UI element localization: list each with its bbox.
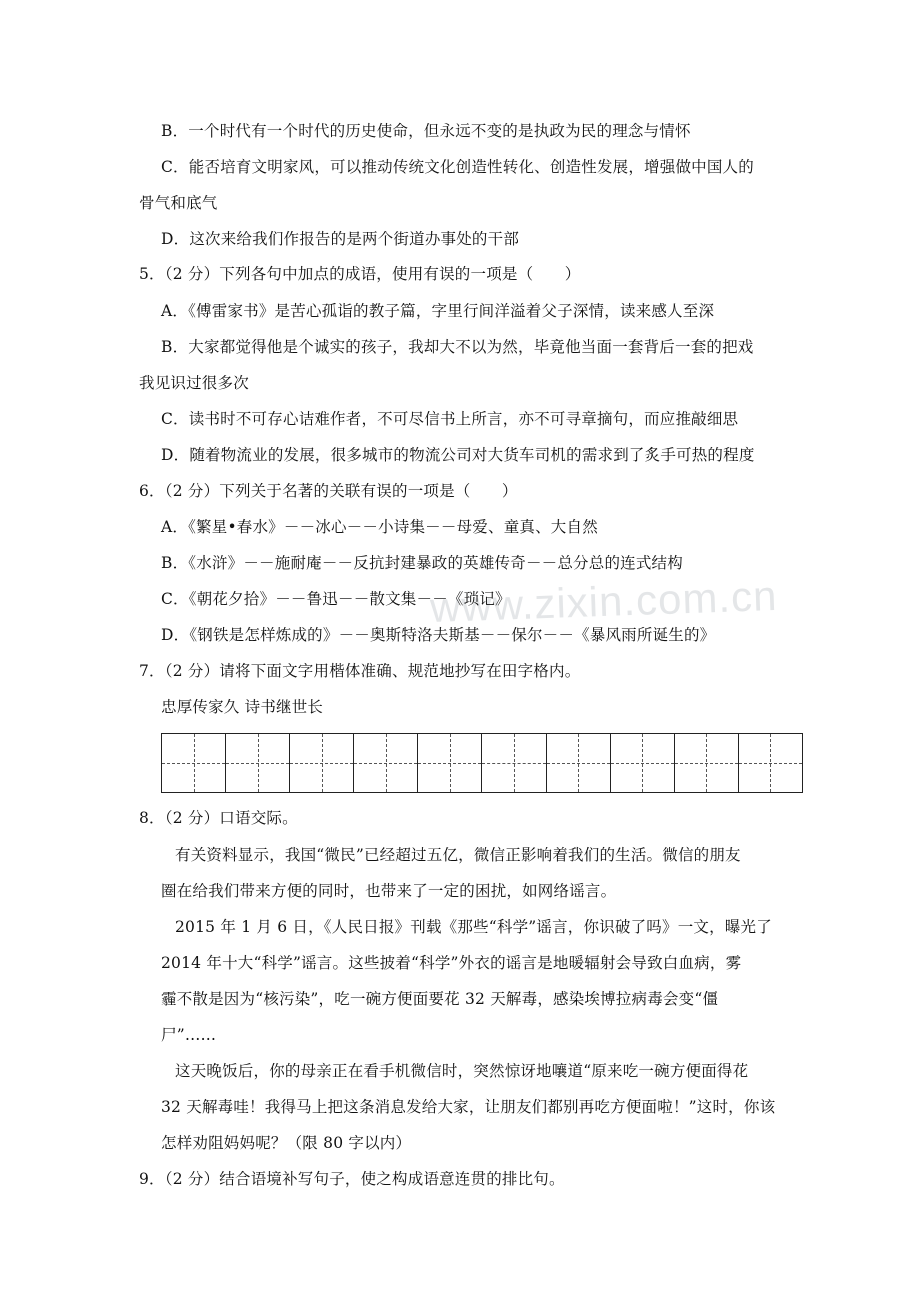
tian-zi-cell[interactable] <box>739 734 802 792</box>
q5-option-d: D．随着物流业的发展，很多城市的物流公司对大货车司机的需求到了炙手可热的程度 <box>161 446 755 464</box>
tian-zi-cell[interactable] <box>226 734 290 792</box>
q8-para2-line4: 尸”…… <box>161 1026 217 1044</box>
q8-stem: 8．（2 分）口语交际。 <box>139 809 298 827</box>
q5-option-b-line1: B．大家都觉得他是个诚实的孩子，我却大不以为然，毕竟他当面一套背后一套的把戏 <box>161 338 754 356</box>
q8-para3-line2: 32 天解毒哇！我得马上把这条消息发给大家，让朋友们都别再吃方便面啦！”这时，你该 <box>161 1098 776 1116</box>
q8-para2-line2: 2014 年十大“科学”谣言。这些披着“科学”外衣的谣言是地暖辐射会导致白血病，雾 <box>161 954 742 972</box>
q4-option-c-line2: 骨气和底气 <box>139 194 218 212</box>
q8-para2-line3: 霾不散是因为“核污染”，吃一碗方便面要花 32 天解毒，感染埃博拉病毒会变“僵 <box>161 990 719 1008</box>
q6-option-b: B．《水浒》－－施耐庵－－反抗封建暴政的英雄传奇－－总分总的连式结构 <box>161 554 683 572</box>
tian-zi-cell[interactable] <box>162 734 226 792</box>
tian-zi-cell[interactable] <box>354 734 418 792</box>
q6-option-c: C．《朝花夕拾》－－鲁迅－－散文集－－《琐记》 <box>161 590 511 608</box>
q4-option-d: D．这次来给我们作报告的是两个街道办事处的干部 <box>161 230 520 248</box>
q8-para1-line1: 有关资料显示，我国“微民”已经超过五亿，微信正影响着我们的生活。微信的朋友 <box>175 846 741 864</box>
q7-copy-text: 忠厚传家久 诗书继世长 <box>161 698 324 716</box>
q9-stem: 9．（2 分）结合语境补写句子，使之构成语意连贯的排比句。 <box>139 1170 565 1188</box>
q6-option-a: A．《繁星•春水》－－冰心－－小诗集－－母爱、童真、大自然 <box>161 518 598 536</box>
q5-option-c: C．读书时不可存心诘难作者，不可尽信书上所言，亦不可寻章摘句，而应推敲细思 <box>161 410 739 428</box>
cell-guide-horizontal <box>547 763 610 764</box>
q5-option-b-line2: 我见识过很多次 <box>139 374 249 392</box>
cell-guide-horizontal <box>482 763 545 764</box>
q4-option-b: B．一个时代有一个时代的历史使命，但永远不变的是执政为民的理念与情怀 <box>161 122 691 140</box>
q8-para3-line3: 怎样劝阻妈妈呢？（限 80 字以内） <box>161 1134 412 1152</box>
cell-guide-horizontal <box>162 763 225 764</box>
q8-para1-line2: 圈在给我们带来方便的同时，也带来了一定的困扰，如网络谣言。 <box>161 882 617 900</box>
cell-guide-horizontal <box>226 763 289 764</box>
tian-zi-cell[interactable] <box>418 734 482 792</box>
q5-option-a: A．《傅雷家书》是苦心孤诣的教子篇，字里行间洋溢着父子深情，读来感人至深 <box>161 302 715 320</box>
cell-guide-horizontal <box>739 763 802 764</box>
cell-guide-horizontal <box>418 763 481 764</box>
tian-zi-cell[interactable] <box>290 734 354 792</box>
cell-guide-horizontal <box>611 763 674 764</box>
q5-stem: 5．（2 分）下列各句中加点的成语，使用有误的一项是（ ） <box>139 265 581 283</box>
tian-zi-cell[interactable] <box>482 734 546 792</box>
cell-guide-horizontal <box>675 763 738 764</box>
q8-para2-line1: 2015 年 1 月 6 日，《人民日报》刊载《那些“科学”谣言，你识破了吗》一文，曝光了 <box>175 918 772 936</box>
tian-zi-cell[interactable] <box>547 734 611 792</box>
q6-stem: 6．（2 分）下列关于名著的关联有误的一项是（ ） <box>139 482 518 500</box>
tian-zi-cell[interactable] <box>675 734 739 792</box>
cell-guide-horizontal <box>354 763 417 764</box>
q6-option-d: D．《钢铁是怎样炼成的》－－奥斯特洛夫斯基－－保尔－－《暴风雨所诞生的》 <box>161 626 716 644</box>
cell-guide-horizontal <box>290 763 353 764</box>
q8-para3-line1: 这天晚饭后，你的母亲正在看手机微信时，突然惊讶地嚷道“原来吃一碗方便面得花 <box>175 1062 749 1080</box>
q7-stem: 7．（2 分）请将下面文字用楷体准确、规范地抄写在田字格内。 <box>139 662 581 680</box>
tian-zi-grid[interactable] <box>161 733 803 793</box>
tian-zi-cell[interactable] <box>611 734 675 792</box>
q4-option-c-line1: C．能否培育文明家风，可以推动传统文化创造性转化、创造性发展，增强做中国人的 <box>161 158 754 176</box>
watermark: www.zixin.com.cn <box>429 571 779 632</box>
